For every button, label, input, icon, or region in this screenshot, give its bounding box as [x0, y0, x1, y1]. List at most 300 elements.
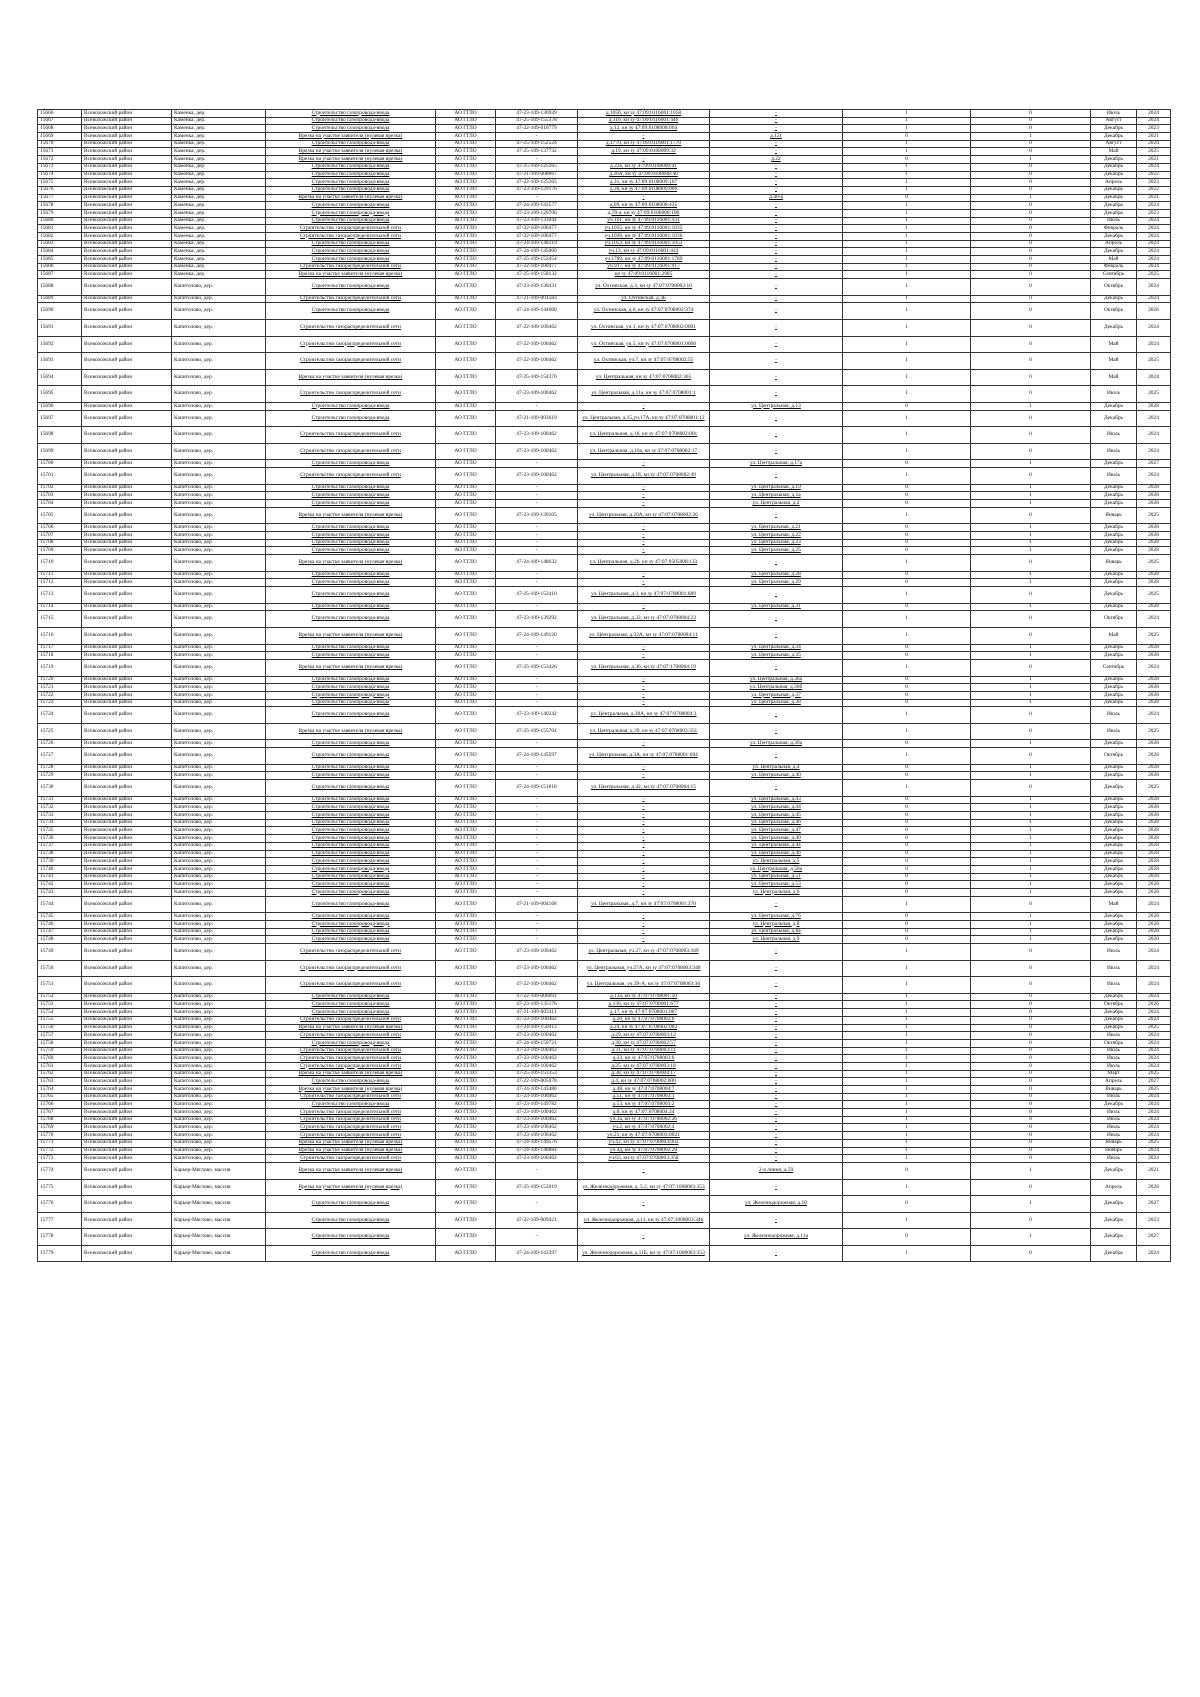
district-cell: Всеволожский район	[82, 271, 172, 279]
application-number-cell: 47-25-109-153426	[496, 659, 578, 676]
organization-cell: АО ГГЛО	[436, 819, 496, 827]
district-cell: Всеволожский район	[82, 804, 172, 812]
cadastral-address-cell: уч.21, кн зу 47:07:0708003:0021	[578, 1132, 710, 1140]
quantity-cell: 1	[843, 780, 971, 797]
table-row	[38, 443, 1171, 460]
organization-cell: АО ГГЛО	[436, 547, 496, 555]
row-number: 15714	[38, 603, 82, 611]
month-cell: Июль	[1091, 944, 1137, 961]
application-number-cell: -	[496, 1196, 578, 1213]
year-cell: 2028	[1137, 532, 1171, 540]
object-address-cell: -	[710, 748, 843, 765]
flag-cell: 0	[971, 748, 1091, 765]
flag-cell: 1	[971, 644, 1091, 652]
application-number-cell: 47-21-109-003619	[496, 410, 578, 427]
month-cell: Апрель	[1091, 1179, 1137, 1196]
table-row	[38, 271, 1171, 279]
year-cell: 2028	[1137, 644, 1171, 652]
month-cell: Декабрь	[1091, 248, 1137, 256]
table-row	[38, 1124, 1171, 1132]
object-address-cell: -	[710, 659, 843, 676]
table-row	[38, 256, 1171, 264]
organization-cell: АО ГГЛО	[436, 944, 496, 961]
year-cell: 2024	[1137, 1047, 1171, 1055]
table-row	[38, 386, 1171, 403]
organization-cell: АО ГГЛО	[436, 225, 496, 233]
district-cell: Всеволожский район	[82, 539, 172, 547]
application-number-cell: -	[496, 827, 578, 835]
work-type-cell: Строительство газораспределительной сети	[266, 468, 436, 485]
settlement-cell: Капитолово, дер.	[172, 524, 266, 532]
row-number: 15668	[38, 125, 82, 133]
quantity-cell: 0	[843, 835, 971, 843]
flag-cell: 0	[971, 148, 1091, 156]
organization-cell: АО ГГЛО	[436, 507, 496, 524]
row-number: 15771	[38, 1139, 82, 1147]
work-type-cell: Строительство газораспределительной сети	[266, 353, 436, 370]
work-type-cell: Строительство газопровода-ввода	[266, 171, 436, 179]
flag-cell: 0	[971, 1024, 1091, 1032]
application-number-cell: 47-25-109-153353	[496, 1070, 578, 1078]
application-number-cell: -	[496, 913, 578, 921]
row-number: 15703	[38, 492, 82, 500]
application-number-cell: 47-23-109-100462	[496, 443, 578, 460]
flag-cell: 1	[971, 532, 1091, 540]
table-row	[38, 217, 1171, 225]
quantity-cell: 0	[843, 500, 971, 508]
district-cell: Всеволожский район	[82, 460, 172, 468]
month-cell: Октябрь	[1091, 279, 1137, 296]
table-row	[38, 772, 1171, 780]
settlement-cell: Капитолово, дер.	[172, 819, 266, 827]
flag-cell: 0	[971, 248, 1091, 256]
flag-cell: 1	[971, 484, 1091, 492]
district-cell: Всеволожский район	[82, 913, 172, 921]
cadastral-address-cell: д.35, кн зу 47:07:0708003:18	[578, 1062, 710, 1070]
application-number-cell: 47-25-109-154370	[496, 369, 578, 386]
row-number: 15698	[38, 427, 82, 444]
district-cell: Всеволожский район	[82, 896, 172, 913]
settlement-cell: Каменка, дер.	[172, 179, 266, 187]
object-address-cell: -	[710, 780, 843, 797]
month-cell: Декабрь	[1091, 460, 1137, 468]
organization-cell: АО ГГЛО	[436, 936, 496, 944]
work-type-cell: Врезка на участке заявителя (нулевая врезка)	[266, 271, 436, 279]
month-cell: Декабрь	[1091, 812, 1137, 820]
month-cell: Июль	[1091, 1124, 1137, 1132]
year-cell: 2024	[1137, 320, 1171, 337]
table-row	[38, 539, 1171, 547]
row-number: 15697	[38, 410, 82, 427]
settlement-cell: Капитолово, дер.	[172, 928, 266, 936]
work-type-cell: Строительство газопровода-ввода	[266, 1001, 436, 1009]
flag-cell: 0	[971, 186, 1091, 194]
work-type-cell: Строительство газопровода-ввода	[266, 539, 436, 547]
organization-cell: АО ГГЛО	[436, 1124, 496, 1132]
application-number-cell: -	[496, 194, 578, 202]
work-type-cell: Строительство газораспределительной сети	[266, 960, 436, 977]
cadastral-address-cell: -	[578, 842, 710, 850]
cadastral-address-cell: д.20, кн зу 47:07:0708002:6	[578, 1016, 710, 1024]
month-cell: Октябрь	[1091, 1001, 1137, 1009]
quantity-cell: 1	[843, 217, 971, 225]
application-number-cell: -	[496, 579, 578, 587]
year-cell: 2028	[1137, 740, 1171, 748]
organization-cell: АО ГГЛО	[436, 1212, 496, 1229]
object-address-cell: -	[710, 1101, 843, 1109]
cadastral-address-cell: -	[578, 812, 710, 820]
table-row	[38, 1155, 1171, 1163]
flag-cell: 1	[971, 873, 1091, 881]
row-number: 15682	[38, 233, 82, 241]
flag-cell: 1	[971, 684, 1091, 692]
settlement-cell: Капитолово, дер.	[172, 842, 266, 850]
year-cell: 2024	[1137, 248, 1171, 256]
year-cell: 2024	[1137, 1155, 1171, 1163]
work-type-cell: Строительство газораспределительной сети	[266, 1032, 436, 1040]
cadastral-address-cell: ул. Охтинская, д.3, кн зу 47:07:0708002:10	[578, 279, 710, 296]
row-number: 15695	[38, 386, 82, 403]
flag-cell: 1	[971, 524, 1091, 532]
organization-cell: АО ГГЛО	[436, 256, 496, 264]
organization-cell: АО ГГЛО	[436, 676, 496, 684]
settlement-cell: Капитолово, дер.	[172, 1070, 266, 1078]
object-address-cell: -	[710, 587, 843, 604]
object-address-cell: ул. Железнодорожная, д.10	[710, 1196, 843, 1213]
table-row	[38, 202, 1171, 210]
quantity-cell: 1	[843, 1155, 971, 1163]
quantity-cell: 0	[843, 524, 971, 532]
quantity-cell: 1	[843, 1024, 971, 1032]
row-number: 15706	[38, 524, 82, 532]
table-row	[38, 888, 1171, 896]
row-number: 15753	[38, 1001, 82, 1009]
table-row	[38, 1093, 1171, 1101]
settlement-cell: Капитолово, дер.	[172, 484, 266, 492]
flag-cell: 0	[971, 163, 1091, 171]
settlement-cell: Капитолово, дер.	[172, 1116, 266, 1124]
organization-cell: АО ГГЛО	[436, 1132, 496, 1140]
quantity-cell: 1	[843, 443, 971, 460]
month-cell: Декабрь	[1091, 842, 1137, 850]
cadastral-address-cell: д.17, кн зу 47:07:0708001:007	[578, 1009, 710, 1017]
application-number-cell: 47-23-109-129176	[496, 186, 578, 194]
row-number: 15705	[38, 507, 82, 524]
settlement-cell: Капитолово, дер.	[172, 1055, 266, 1063]
settlement-cell: Капитолово, дер.	[172, 644, 266, 652]
object-address-cell: ул. Центральная, д.51	[710, 873, 843, 881]
month-cell: Декабрь	[1091, 684, 1137, 692]
table-row	[38, 179, 1171, 187]
row-number: 15693	[38, 353, 82, 370]
flag-cell: 0	[971, 179, 1091, 187]
flag-cell: 0	[971, 427, 1091, 444]
district-cell: Всеволожский район	[82, 812, 172, 820]
month-cell: Июль	[1091, 1062, 1137, 1070]
district-cell: Всеволожский район	[82, 443, 172, 460]
table-row	[38, 858, 1171, 866]
row-number: 15692	[38, 336, 82, 353]
quantity-cell: 1	[843, 1124, 971, 1132]
row-number: 15691	[38, 320, 82, 337]
row-number: 15724	[38, 707, 82, 724]
flag-cell: 1	[971, 492, 1091, 500]
flag-cell: 0	[971, 209, 1091, 217]
settlement-cell: Капитолово, дер.	[172, 772, 266, 780]
table-row	[38, 186, 1171, 194]
work-type-cell: Врезка на участке заявителя (нулевая врезка)	[266, 1139, 436, 1147]
flag-cell: 0	[971, 611, 1091, 628]
flag-cell: 1	[971, 579, 1091, 587]
object-address-cell: -	[710, 443, 843, 460]
year-cell: 2025	[1137, 1070, 1171, 1078]
year-cell: 2024	[1137, 225, 1171, 233]
month-cell: Июль	[1091, 386, 1137, 403]
work-type-cell: Строительство газопровода-ввода	[266, 202, 436, 210]
settlement-cell: Капитолово, дер.	[172, 295, 266, 303]
month-cell: Декабрь	[1091, 571, 1137, 579]
year-cell: 2026	[1137, 1179, 1171, 1196]
settlement-cell: Капитолово, дер.	[172, 410, 266, 427]
district-cell: Всеволожский район	[82, 555, 172, 572]
settlement-cell: Карьер-Мяглово, массив	[172, 1179, 266, 1196]
work-type-cell: Строительство газопровода-ввода	[266, 993, 436, 1001]
district-cell: Всеволожский район	[82, 117, 172, 125]
application-number-cell: -	[496, 796, 578, 804]
object-address-cell: ул. Центральная, д.21	[710, 524, 843, 532]
table-row	[38, 819, 1171, 827]
year-cell: 2024	[1137, 1109, 1171, 1117]
row-number: 15778	[38, 1229, 82, 1246]
month-cell: Июль	[1091, 468, 1137, 485]
month-cell: Июль	[1091, 1055, 1137, 1063]
organization-cell: АО ГГЛО	[436, 209, 496, 217]
object-address-cell: -	[710, 369, 843, 386]
table-row	[38, 865, 1171, 873]
cadastral-address-cell: ул. Железнодорожная, д. 5.2, кн зу 47:07:1008003:353	[578, 1179, 710, 1196]
row-number: 15772	[38, 1147, 82, 1155]
settlement-cell: Капитолово, дер.	[172, 850, 266, 858]
cadastral-address-cell: ул. Железнодорожная, д.11Б, кн зу 47:07:1008003:353	[578, 1245, 710, 1262]
row-number: 15738	[38, 850, 82, 858]
cadastral-address-cell: -	[578, 532, 710, 540]
application-number-cell: -	[496, 524, 578, 532]
settlement-cell: Каменка, дер.	[172, 271, 266, 279]
quantity-cell: 1	[843, 225, 971, 233]
application-number-cell: 47-25-109-155704	[496, 723, 578, 740]
flag-cell: 1	[971, 827, 1091, 835]
organization-cell: АО ГГЛО	[436, 1047, 496, 1055]
organization-cell: АО ГГЛО	[436, 928, 496, 936]
work-type-cell: Строительство газопровода-ввода	[266, 928, 436, 936]
table-row	[38, 1245, 1171, 1262]
cadastral-address-cell: ул. Центральная, д.18, кн зу 47:07:0708002:49	[578, 468, 710, 485]
application-number-cell: 47-22-109-100462	[496, 977, 578, 994]
object-address-cell: ул. Центральная, д.53	[710, 881, 843, 889]
year-cell: 2025	[1137, 148, 1171, 156]
work-type-cell: Строительство газопровода-ввода	[266, 644, 436, 652]
year-cell: 2024	[1137, 1245, 1171, 1262]
object-address-cell: -	[710, 256, 843, 264]
month-cell: Декабрь	[1091, 764, 1137, 772]
settlement-cell: Каменка, дер.	[172, 163, 266, 171]
settlement-cell: Капитолово, дер.	[172, 707, 266, 724]
work-type-cell: Строительство газораспределительной сети	[266, 977, 436, 994]
table-row	[38, 804, 1171, 812]
month-cell: Январь	[1091, 507, 1137, 524]
flag-cell: 0	[971, 225, 1091, 233]
district-cell: Всеволожский район	[82, 960, 172, 977]
settlement-cell: Капитолово, дер.	[172, 1047, 266, 1055]
table-row	[38, 532, 1171, 540]
table-row	[38, 740, 1171, 748]
district-cell: Всеволожский район	[82, 920, 172, 928]
object-address-cell: -	[710, 707, 843, 724]
work-type-cell: Строительство газораспределительной сети	[266, 1124, 436, 1132]
flag-cell: 0	[971, 171, 1091, 179]
settlement-cell: Капитолово, дер.	[172, 1139, 266, 1147]
year-cell: 2021	[1137, 156, 1171, 164]
work-type-cell: Строительство газопровода-ввода	[266, 1196, 436, 1213]
month-cell: Декабрь	[1091, 484, 1137, 492]
row-number: 15718	[38, 652, 82, 660]
table-row	[38, 1139, 1171, 1147]
row-number: 15711	[38, 571, 82, 579]
work-type-cell: Строительство газопровода-ввода	[266, 896, 436, 913]
settlement-cell: Капитолово, дер.	[172, 896, 266, 913]
district-cell: Всеволожский район	[82, 723, 172, 740]
object-address-cell: ул. Центральная, д.39а	[710, 740, 843, 748]
month-cell: Май	[1091, 896, 1137, 913]
settlement-cell: Капитолово, дер.	[172, 881, 266, 889]
quantity-cell: 1	[843, 263, 971, 271]
object-address-cell: -	[710, 993, 843, 1001]
cadastral-address-cell: -	[578, 913, 710, 921]
year-cell: 2024	[1137, 1009, 1171, 1017]
cadastral-address-cell: д.53, кн зу 47:07:0708003:2	[578, 1101, 710, 1109]
object-address-cell: -	[710, 179, 843, 187]
work-type-cell: Строительство газопровода-ввода	[266, 1078, 436, 1086]
object-address-cell: -	[710, 1039, 843, 1047]
organization-cell: АО ГГЛО	[436, 202, 496, 210]
work-type-cell: Строительство газораспределительной сети	[266, 944, 436, 961]
year-cell: 2028	[1137, 804, 1171, 812]
month-cell: Декабрь	[1091, 133, 1137, 141]
organization-cell: АО ГГЛО	[436, 133, 496, 141]
year-cell: 2028	[1137, 888, 1171, 896]
settlement-cell: Каменка, дер.	[172, 148, 266, 156]
cadastral-address-cell: -	[578, 460, 710, 468]
year-cell: 2027	[1137, 1229, 1171, 1246]
settlement-cell: Капитолово, дер.	[172, 539, 266, 547]
district-cell: Всеволожский район	[82, 571, 172, 579]
quantity-cell: 1	[843, 1070, 971, 1078]
cadastral-address-cell: д.31, кн зу 47:07:0708003:11	[578, 1047, 710, 1055]
year-cell: 2024	[1137, 1016, 1171, 1024]
object-address-cell: -	[710, 1139, 843, 1147]
settlement-cell: Каменка, дер.	[172, 125, 266, 133]
organization-cell: АО ГГЛО	[436, 699, 496, 707]
year-cell: 2028	[1137, 500, 1171, 508]
work-type-cell: Врезка на участке заявителя (нулевая врезка)	[266, 507, 436, 524]
cadastral-address-cell: -	[578, 881, 710, 889]
district-cell: Всеволожский район	[82, 928, 172, 936]
district-cell: Всеволожский район	[82, 1024, 172, 1032]
settlement-cell: Капитолово, дер.	[172, 1024, 266, 1032]
organization-cell: АО ГГЛО	[436, 865, 496, 873]
table-row	[38, 993, 1171, 1001]
row-number: 15699	[38, 443, 82, 460]
settlement-cell: Каменка, дер.	[172, 194, 266, 202]
organization-cell: АО ГГЛО	[436, 960, 496, 977]
month-cell: Декабрь	[1091, 827, 1137, 835]
district-cell: Всеволожский район	[82, 819, 172, 827]
cadastral-address-cell: ул. Центральная, д.36, кн зу 47:07:1708004:19	[578, 659, 710, 676]
district-cell: Всеволожский район	[82, 110, 172, 118]
month-cell: Декабрь	[1091, 539, 1137, 547]
row-number: 15667	[38, 117, 82, 125]
organization-cell: АО ГГЛО	[436, 402, 496, 410]
district-cell: Всеволожский район	[82, 659, 172, 676]
flag-cell: 0	[971, 993, 1091, 1001]
month-cell: Январь	[1091, 1139, 1137, 1147]
work-type-cell: Строительство газопровода-ввода	[266, 804, 436, 812]
organization-cell: АО ГГЛО	[436, 611, 496, 628]
month-cell: Декабрь	[1091, 500, 1137, 508]
row-number: 15733	[38, 812, 82, 820]
quantity-cell: 0	[843, 850, 971, 858]
district-cell: Всеволожский район	[82, 156, 172, 164]
year-cell: 2026	[1137, 748, 1171, 765]
district-cell: Всеволожский район	[82, 676, 172, 684]
object-address-cell: -	[710, 1001, 843, 1009]
flag-cell: 0	[971, 1047, 1091, 1055]
year-cell: 2027	[1137, 460, 1171, 468]
table-row	[38, 699, 1171, 707]
month-cell: Сентябрь	[1091, 271, 1137, 279]
district-cell: Всеволожский район	[82, 500, 172, 508]
district-cell: Всеволожский район	[82, 1132, 172, 1140]
month-cell: Декабрь	[1091, 936, 1137, 944]
quantity-cell: 0	[843, 858, 971, 866]
application-number-cell: 47-24-109-143480	[496, 1086, 578, 1094]
district-cell: Всеволожский район	[82, 835, 172, 843]
application-number-cell: 47-23-109-136939	[496, 110, 578, 118]
month-cell: Июль	[1091, 707, 1137, 724]
row-number: 15752	[38, 993, 82, 1001]
settlement-cell: Капитолово, дер.	[172, 507, 266, 524]
application-number-cell: -	[496, 691, 578, 699]
settlement-cell: Капитолово, дер.	[172, 492, 266, 500]
district-cell: Всеволожский район	[82, 1001, 172, 1009]
settlement-cell: Каменка, дер.	[172, 117, 266, 125]
quantity-cell: 1	[843, 944, 971, 961]
district-cell: Всеволожский район	[82, 125, 172, 133]
work-type-cell: Врезка на участке заявителя (нулевая врезка)	[266, 627, 436, 644]
organization-cell: АО ГГЛО	[436, 804, 496, 812]
work-type-cell: Строительство газопровода-ввода	[266, 248, 436, 256]
year-cell: 2024	[1137, 110, 1171, 118]
flag-cell: 1	[971, 156, 1091, 164]
organization-cell: АО ГГЛО	[436, 812, 496, 820]
organization-cell: АО ГГЛО	[436, 163, 496, 171]
month-cell: Май	[1091, 148, 1137, 156]
quantity-cell: 1	[843, 1179, 971, 1196]
application-number-cell: 47-23-109-133944	[496, 217, 578, 225]
work-type-cell: Строительство газопровода-ввода	[266, 835, 436, 843]
row-number: 15727	[38, 748, 82, 765]
table-row	[38, 842, 1171, 850]
